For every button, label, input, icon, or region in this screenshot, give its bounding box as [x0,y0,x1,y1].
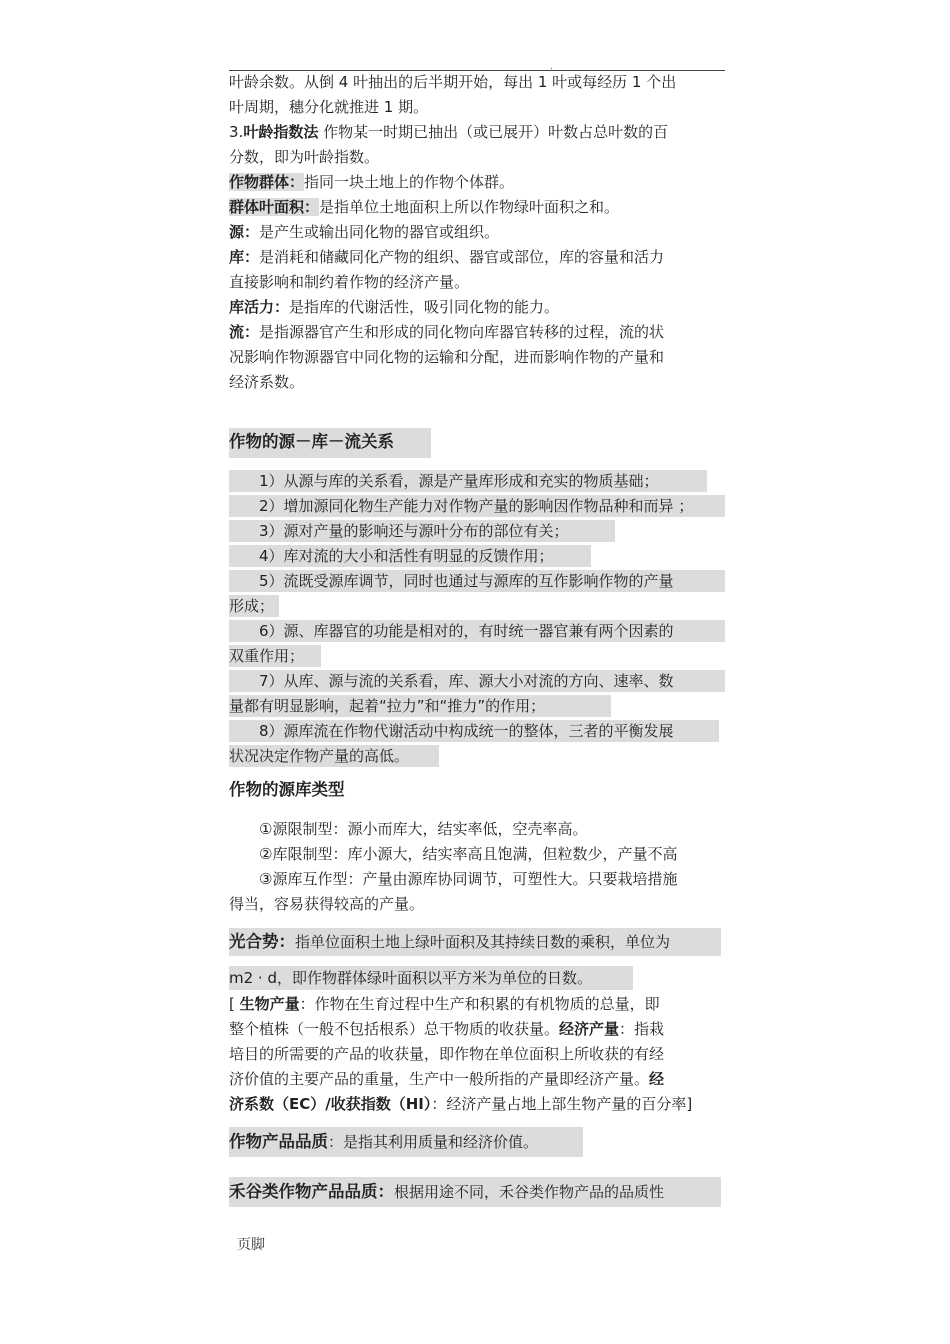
leaf-index-number: 3. [229,123,244,141]
def-lai-term: 群体叶面积： [229,198,320,216]
relation-item: 形成； [229,597,275,615]
def-flow-line-2: 况影响作物源器官中同化物的运输和分配，进而影响作物的产量和 [229,348,665,366]
types-item: ③源库互作型：产量由源库协同调节，可塑性大。只要栽培措施 [229,870,678,888]
leaf-index-line-1 [229,121,668,143]
def-source [229,221,499,243]
cereal-line [229,1181,664,1203]
document-page [229,0,725,1344]
eco-yield-text-1: ：指栽 [619,1020,665,1038]
def-flow-term: 流： [229,323,260,341]
relation-item: 6）源、库器官的功能是相对的，有时统一器官兼有两个因素的 [229,622,674,640]
def-lai-text: 是指单位土地面积上所以作物绿叶面积之和。 [319,198,620,216]
def-population [229,171,514,193]
relation-item: 5）流既受源库调节，同时也通过与源库的互作影响作物的产量 [229,572,674,590]
def-sink-text-1: 是消耗和储藏同化产物的组织、器官或部位，库的容量和活力 [259,248,665,266]
types-item: ②库限制型：库小源大，结实率高且饱满，但粒数少，产量不高 [229,845,678,863]
page-footer: 页脚 [237,1237,265,1253]
def-sink-activity-text: 是指库的代谢活性，吸引同化物的能力。 [289,298,560,316]
quality-line [229,1131,538,1153]
def-population-text: 指同一块土地上的作物个体群。 [304,173,515,191]
types-item: ①源限制型：源小而库大，结实率低，空壳率高。 [229,820,588,838]
coef-term-1: 经 [649,1070,665,1088]
yield-line-3: 培目的所需要的产品的收获量，即作物在单位面积上所收获的有经 [229,1045,665,1063]
header-marker: . [550,62,553,72]
relation-item: 3）源对产量的影响还与源叶分布的部位有关； [229,522,569,540]
leaf-index-text-1: 作物某一时期已抽出（或已展开）叶数占总叶数的百 [318,123,669,141]
def-source-text: 是产生或输出同化物的器官或组织。 [259,223,500,241]
def-flow-line-1 [229,321,664,343]
leaf-index-term: 叶龄指数法 [243,123,319,141]
eco-yield-text-3: 济价值的主要产品的重量，生产中一般所指的产量即经济产量。 [229,1070,650,1088]
bio-yield-term: 生物产量 [239,995,300,1013]
relation-item: 7）从库、源与流的关系看，库、源大小对流的方向、速率、数 [229,672,674,690]
cereal-term: 禾谷类作物产品品质： [229,1182,394,1201]
def-population-term: 作物群体： [229,173,305,191]
photosynthesis-text-1: 指单位面积土地上绿叶面积及其持续日数的乘积，单位为 [295,933,671,951]
coef-text: ：经济产量占地上部生物产量的百分率] [431,1095,693,1113]
yield-line-2 [229,1018,664,1040]
def-sink-activity-term: 库活力： [229,298,290,316]
def-flow-text-1: 是指源器官产生和形成的同化物向库器官转移的过程，流的状 [259,323,665,341]
def-sink-activity [229,296,559,318]
quality-term: 作物产品品质 [229,1132,328,1151]
intro-line-2: 叶周期，穗分化就推进 1 期。 [229,98,429,116]
relation-item: 2）增加源同化物生产能力对作物产量的影响因作物品种和而异 ； [229,497,694,515]
def-sink-line-2: 直接影响和制约着作物的经济产量。 [229,273,470,291]
def-flow-line-3: 经济系数。 [229,373,305,391]
quality-text: ：是指其利用质量和经济价值。 [328,1133,539,1151]
def-sink-line-1 [229,246,664,268]
yield-open-bracket: [ [229,995,240,1013]
def-sink-term: 库： [229,248,260,266]
def-source-term: 源： [229,223,260,241]
photosynthesis-line-2: m2 · d，即作物群体绿叶面积以平方米为单位的日数。 [229,969,592,987]
relation-item: 状况决定作物产量的高低。 [229,747,410,765]
photosynthesis-term: 光合势： [229,932,295,951]
types-heading: 作物的源库类型 [229,780,345,799]
intro-line-1: 叶龄余数。从倒 4 叶抽出的后半期开始，每出 1 叶或每经历 1 个出 [229,73,677,91]
yield-line-4 [229,1068,664,1090]
types-item: 得当，容易获得较高的产量。 [229,895,425,913]
coef-term-2: 济系数（EC）/收获指数（HI） [229,1095,432,1113]
relation-heading: 作物的源－库－流关系 [229,432,394,451]
bio-yield-text-2: 整个植株（一般不包括根系）总干物质的收获量。 [229,1020,560,1038]
photosynthesis-line-1 [229,931,670,953]
leaf-index-line-2: 分数，即为叶龄指数。 [229,148,380,166]
relation-item: 1）从源与库的关系看，源是产量库形成和充实的物质基础； [229,472,659,490]
cereal-text: 根据用途不同，禾谷类作物产品的品质性 [394,1183,665,1201]
eco-yield-term: 经济产量 [559,1020,620,1038]
def-lai [229,196,619,218]
bio-yield-text-1: ：作物在生育过程中生产和积累的有机物质的总量，即 [299,995,660,1013]
relation-item: 双重作用； [229,647,305,665]
yield-line-1 [229,993,660,1015]
relation-item: 8）源库流在作物代谢活动中构成统一的整体，三者的平衡发展 [229,722,674,740]
relation-item: 4）库对流的大小和活性有明显的反馈作用； [229,547,554,565]
yield-line-5 [229,1093,692,1115]
relation-item: 量都有明显影响，起着“拉力”和“推力”的作用； [229,697,546,715]
